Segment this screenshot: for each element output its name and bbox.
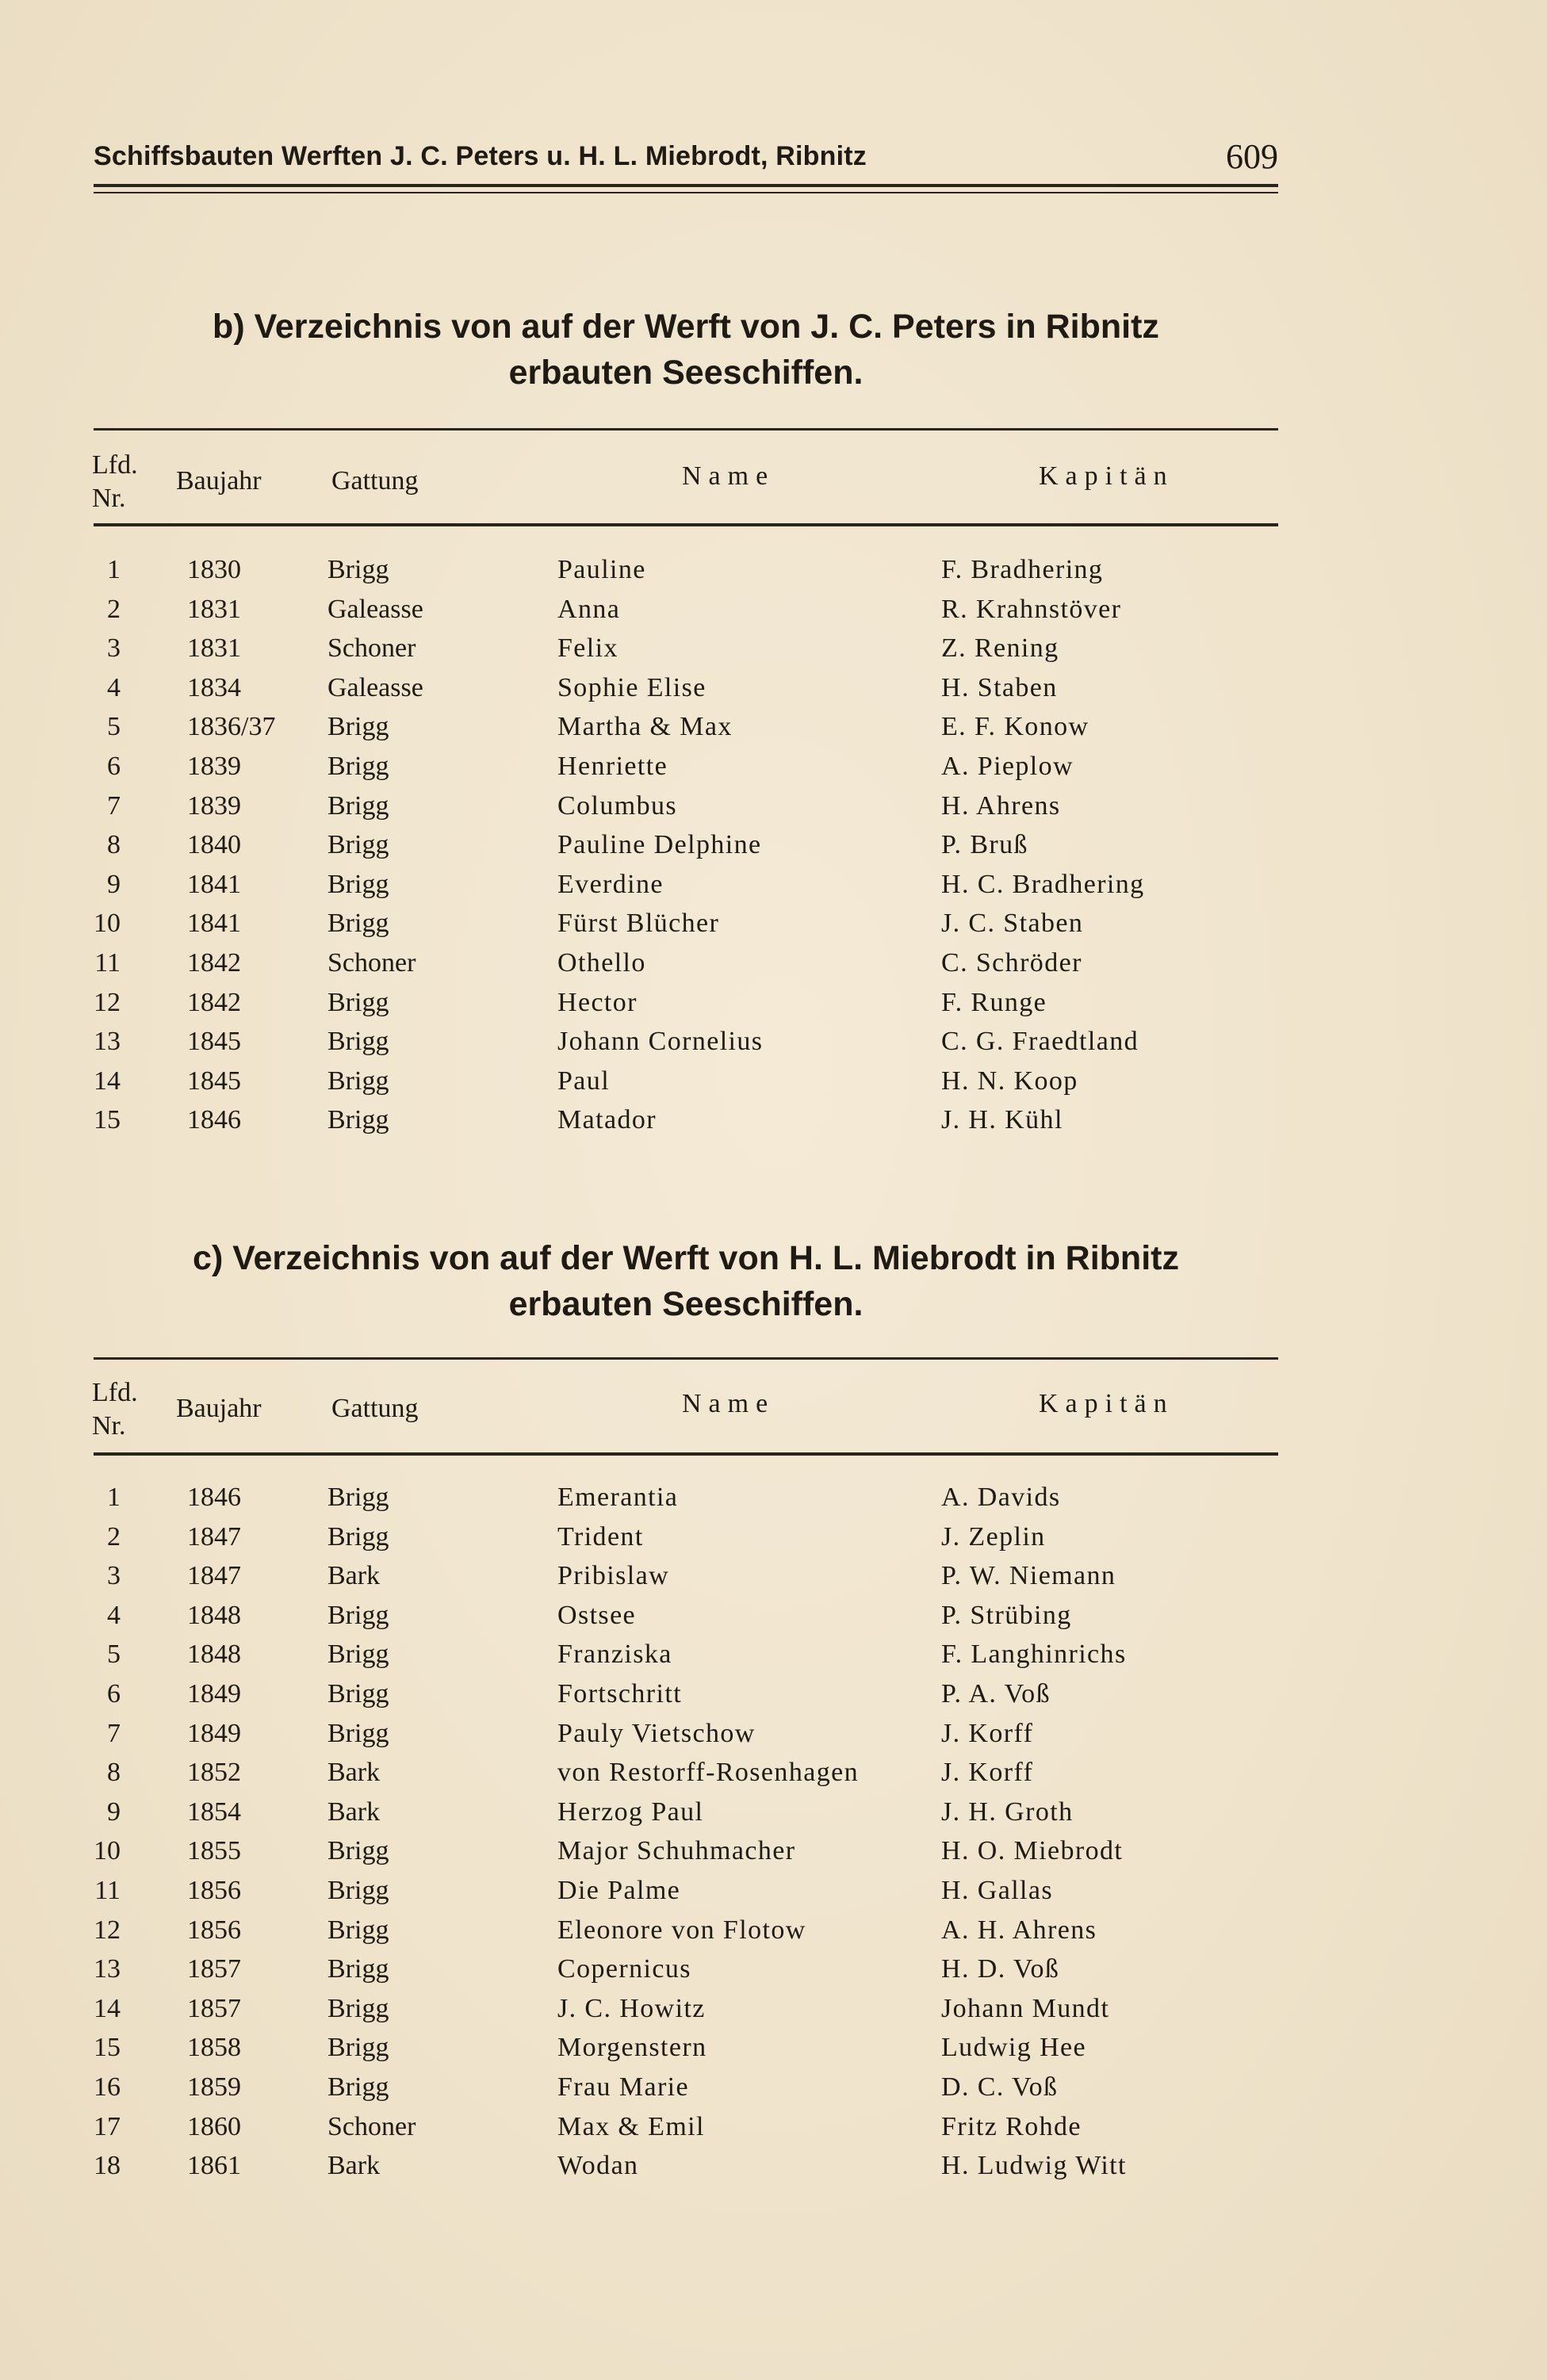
row-ship-name: Sophie Elise bbox=[557, 672, 706, 702]
column-baujahr: Baujahr bbox=[176, 1394, 262, 1423]
row-number: 13 bbox=[94, 1954, 121, 1984]
row-year: 1839 bbox=[187, 752, 241, 781]
table-row bbox=[0, 830, 1547, 870]
row-number: 14 bbox=[94, 1993, 121, 2023]
row-captain: H. D. Voß bbox=[941, 1954, 1060, 1984]
row-year: 1840 bbox=[187, 830, 241, 860]
row-ship-name: Fortschritt bbox=[557, 1679, 683, 1708]
row-year: 1839 bbox=[187, 790, 241, 821]
row-number: 17 bbox=[94, 2111, 121, 2141]
row-year: 1846 bbox=[187, 1105, 241, 1135]
row-ship-name: J. C. Howitz bbox=[557, 1993, 706, 2023]
row-captain: H. N. Koop bbox=[941, 1066, 1078, 1096]
row-year: 1860 bbox=[187, 2111, 241, 2141]
row-ship-type: Brigg bbox=[327, 1521, 389, 1552]
column-kapitaen: Kapitän bbox=[1039, 461, 1174, 491]
row-ship-name: Martha & Max bbox=[557, 712, 733, 742]
row-ship-type: Brigg bbox=[327, 1915, 389, 1945]
row-ship-type: Schoner bbox=[327, 2111, 416, 2141]
row-ship-type: Brigg bbox=[327, 869, 389, 899]
row-captain: P. W. Niemann bbox=[941, 1561, 1116, 1591]
table-row bbox=[0, 948, 1547, 988]
row-ship-type: Brigg bbox=[327, 987, 389, 1017]
row-number: 8 bbox=[107, 1758, 121, 1788]
row-ship-name: Pribislaw bbox=[557, 1561, 670, 1591]
row-ship-name: Frau Marie bbox=[557, 2072, 690, 2102]
row-ship-type: Bark bbox=[327, 2151, 381, 2181]
section-c-title-line1: c) Verzeichnis von auf der Werft von H. L. Miebrodt in Ribnitz bbox=[193, 1239, 1179, 1277]
row-ship-type: Brigg bbox=[327, 712, 389, 742]
row-year: 1856 bbox=[187, 1876, 241, 1905]
column-kapitaen: Kapitän bbox=[1039, 1389, 1174, 1418]
row-number: 14 bbox=[94, 1066, 121, 1096]
row-year: 1859 bbox=[187, 2072, 241, 2102]
row-year: 1834 bbox=[187, 672, 241, 702]
table-row bbox=[0, 752, 1547, 791]
row-year: 1847 bbox=[187, 1521, 241, 1552]
row-captain: Z. Rening bbox=[941, 633, 1059, 664]
row-ship-type: Brigg bbox=[327, 1483, 389, 1512]
row-ship-name: Wodan bbox=[557, 2151, 639, 2181]
row-number: 18 bbox=[94, 2151, 121, 2181]
table-row bbox=[0, 1915, 1547, 1955]
row-year: 1842 bbox=[187, 948, 241, 978]
row-number: 4 bbox=[107, 1600, 121, 1630]
row-number: 15 bbox=[94, 2033, 121, 2063]
row-year: 1856 bbox=[187, 1915, 241, 1945]
row-ship-name: Columbus bbox=[557, 790, 678, 821]
row-ship-name: Everdine bbox=[557, 869, 664, 899]
table-row bbox=[0, 555, 1547, 595]
table-row bbox=[0, 1797, 1547, 1837]
row-number: 12 bbox=[94, 1915, 121, 1945]
row-captain: P. A. Voß bbox=[941, 1679, 1051, 1708]
row-year: 1836/37 bbox=[187, 712, 276, 742]
row-captain: F. Langhinrichs bbox=[941, 1640, 1127, 1670]
row-year: 1831 bbox=[187, 594, 241, 624]
row-captain: Fritz Rohde bbox=[941, 2111, 1082, 2141]
row-number: 3 bbox=[107, 633, 121, 664]
row-ship-type: Brigg bbox=[327, 1066, 389, 1096]
table-c-header-rule bbox=[94, 1452, 1278, 1456]
row-number: 4 bbox=[107, 672, 121, 702]
column-lfd-label: Lfd. bbox=[92, 450, 138, 480]
row-captain: F. Runge bbox=[941, 987, 1047, 1017]
row-ship-type: Brigg bbox=[327, 830, 389, 860]
table-row bbox=[0, 1876, 1547, 1915]
row-ship-name: Franziska bbox=[557, 1640, 672, 1670]
row-number: 16 bbox=[94, 2072, 121, 2102]
column-baujahr: Baujahr bbox=[176, 466, 262, 496]
row-ship-type: Brigg bbox=[327, 1954, 389, 1984]
table-row bbox=[0, 2033, 1547, 2072]
row-number: 3 bbox=[107, 1561, 121, 1591]
row-captain: E. F. Konow bbox=[941, 712, 1089, 742]
row-captain: J. Korff bbox=[941, 1718, 1034, 1748]
table-row bbox=[0, 988, 1547, 1027]
row-year: 1855 bbox=[187, 1836, 241, 1866]
row-ship-type: Bark bbox=[327, 1561, 381, 1591]
row-ship-type: Brigg bbox=[327, 909, 389, 939]
row-ship-type: Bark bbox=[327, 1796, 381, 1827]
table-b-top-rule bbox=[94, 428, 1278, 430]
row-ship-name: Morgenstern bbox=[557, 2033, 707, 2063]
table-row bbox=[0, 2151, 1547, 2191]
row-captain: H. C. Bradhering bbox=[941, 869, 1145, 899]
row-captain: R. Krahnstöver bbox=[941, 594, 1122, 624]
row-number: 9 bbox=[107, 869, 121, 899]
row-year: 1852 bbox=[187, 1758, 241, 1788]
table-row bbox=[0, 2072, 1547, 2112]
row-ship-type: Brigg bbox=[327, 1718, 389, 1748]
table-row bbox=[0, 1954, 1547, 1994]
row-number: 11 bbox=[94, 948, 121, 978]
row-ship-type: Schoner bbox=[327, 633, 416, 664]
table-row bbox=[0, 633, 1547, 673]
row-captain: P. Strübing bbox=[941, 1600, 1072, 1630]
section-b-title-line2: erbauten Seeschiffen. bbox=[508, 354, 863, 392]
row-ship-type: Brigg bbox=[327, 1876, 389, 1905]
row-captain: H. Ahrens bbox=[941, 790, 1061, 821]
row-year: 1841 bbox=[187, 909, 241, 939]
table-row bbox=[0, 791, 1547, 831]
row-ship-type: Brigg bbox=[327, 1679, 389, 1708]
row-year: 1848 bbox=[187, 1600, 241, 1630]
row-captain: J. Korff bbox=[941, 1758, 1034, 1788]
table-c-top-rule bbox=[94, 1357, 1278, 1360]
table-row bbox=[0, 1483, 1547, 1522]
row-year: 1842 bbox=[187, 987, 241, 1017]
section-b-title bbox=[94, 304, 1278, 396]
row-captain: F. Bradhering bbox=[941, 555, 1104, 584]
row-number: 9 bbox=[107, 1796, 121, 1827]
row-ship-name: Ostsee bbox=[557, 1600, 637, 1630]
row-ship-type: Brigg bbox=[327, 1993, 389, 2023]
row-ship-name: Hector bbox=[557, 987, 638, 1017]
row-captain: D. C. Voß bbox=[941, 2072, 1059, 2102]
row-ship-type: Brigg bbox=[327, 790, 389, 821]
row-captain: J. H. Groth bbox=[941, 1796, 1074, 1827]
row-ship-name: Major Schuhmacher bbox=[557, 1836, 796, 1866]
row-year: 1854 bbox=[187, 1796, 241, 1827]
column-nr-label: Nr. bbox=[92, 484, 126, 513]
column-name: Name bbox=[682, 461, 775, 491]
row-number: 10 bbox=[94, 909, 121, 939]
row-year: 1861 bbox=[187, 2151, 241, 2181]
row-year: 1848 bbox=[187, 1640, 241, 1670]
row-number: 15 bbox=[94, 1105, 121, 1135]
row-ship-type: Galeasse bbox=[327, 594, 423, 624]
column-lfd-nr bbox=[92, 1376, 138, 1443]
row-ship-type: Brigg bbox=[327, 752, 389, 781]
table-row bbox=[0, 1758, 1547, 1797]
column-gattung: Gattung bbox=[331, 466, 419, 496]
table-b-header-rule bbox=[94, 523, 1278, 526]
row-ship-type: Brigg bbox=[327, 2033, 389, 2063]
table-row bbox=[0, 1561, 1547, 1601]
row-captain: Ludwig Hee bbox=[941, 2033, 1087, 2063]
row-year: 1847 bbox=[187, 1561, 241, 1591]
table-row bbox=[0, 870, 1547, 909]
row-ship-type: Brigg bbox=[327, 555, 389, 584]
row-year: 1858 bbox=[187, 2033, 241, 2063]
row-ship-name: Anna bbox=[557, 594, 621, 624]
table-row bbox=[0, 1601, 1547, 1640]
column-gattung: Gattung bbox=[331, 1394, 419, 1423]
row-year: 1830 bbox=[187, 555, 241, 584]
column-lfd-label: Lfd. bbox=[92, 1378, 138, 1407]
table-row bbox=[0, 712, 1547, 752]
row-ship-name: Eleonore von Flotow bbox=[557, 1915, 806, 1945]
row-ship-name: Max & Emil bbox=[557, 2111, 705, 2141]
row-ship-name: Paul bbox=[557, 1066, 611, 1096]
row-captain: C. G. Fraedtland bbox=[941, 1027, 1139, 1057]
row-captain: P. Bruß bbox=[941, 830, 1028, 860]
table-row bbox=[0, 1836, 1547, 1876]
row-captain: Johann Mundt bbox=[941, 1993, 1110, 2023]
table-row bbox=[0, 1994, 1547, 2034]
row-ship-name: Emerantia bbox=[557, 1483, 679, 1512]
row-number: 13 bbox=[94, 1027, 121, 1057]
table-row bbox=[0, 1679, 1547, 1719]
row-captain: H. Ludwig Witt bbox=[941, 2151, 1127, 2181]
row-captain: H. Gallas bbox=[941, 1876, 1054, 1905]
row-year: 1846 bbox=[187, 1483, 241, 1512]
column-nr-label: Nr. bbox=[92, 1411, 126, 1441]
row-year: 1849 bbox=[187, 1679, 241, 1708]
row-ship-type: Bark bbox=[327, 1758, 381, 1788]
row-number: 5 bbox=[107, 712, 121, 742]
row-number: 12 bbox=[94, 987, 121, 1017]
row-number: 2 bbox=[107, 1521, 121, 1552]
row-ship-name: Fürst Blücher bbox=[557, 909, 720, 939]
row-ship-type: Brigg bbox=[327, 1027, 389, 1057]
row-year: 1845 bbox=[187, 1066, 241, 1096]
row-captain: H. O. Miebrodt bbox=[941, 1836, 1124, 1866]
row-captain: A. Pieplow bbox=[941, 752, 1074, 781]
row-ship-name: Johann Cornelius bbox=[557, 1027, 764, 1057]
row-captain: J. C. Staben bbox=[941, 909, 1084, 939]
row-number: 11 bbox=[94, 1876, 121, 1905]
section-c-title bbox=[94, 1235, 1278, 1327]
row-ship-name: Henriette bbox=[557, 752, 668, 781]
row-year: 1857 bbox=[187, 1993, 241, 2023]
row-number: 10 bbox=[94, 1836, 121, 1866]
row-ship-name: Die Palme bbox=[557, 1876, 681, 1905]
row-ship-type: Schoner bbox=[327, 948, 416, 978]
row-ship-name: Herzog Paul bbox=[557, 1796, 704, 1827]
row-captain: A. H. Ahrens bbox=[941, 1915, 1097, 1945]
table-row bbox=[0, 1066, 1547, 1106]
table-row bbox=[0, 1027, 1547, 1066]
table-row bbox=[0, 909, 1547, 948]
table-row bbox=[0, 595, 1547, 634]
row-number: 2 bbox=[107, 594, 121, 624]
header-rule-secondary bbox=[94, 192, 1278, 193]
table-row bbox=[0, 1105, 1547, 1145]
table-row bbox=[0, 1522, 1547, 1562]
row-ship-type: Brigg bbox=[327, 1600, 389, 1630]
table-row bbox=[0, 1640, 1547, 1679]
row-captain: C. Schröder bbox=[941, 948, 1082, 978]
running-title: Schiffsbauten Werften J. C. Peters u. H. L. Miebrodt, Ribnitz bbox=[94, 141, 867, 171]
running-head bbox=[94, 137, 1278, 189]
row-ship-name: Pauline Delphine bbox=[557, 830, 762, 860]
row-captain: J. H. Kühl bbox=[941, 1105, 1063, 1135]
row-number: 1 bbox=[107, 1483, 121, 1512]
table-row bbox=[0, 1719, 1547, 1758]
row-ship-name: Matador bbox=[557, 1105, 657, 1135]
row-ship-type: Galeasse bbox=[327, 672, 423, 702]
row-ship-name: Felix bbox=[557, 633, 618, 664]
row-ship-name: Trident bbox=[557, 1521, 644, 1552]
page-number: 609 bbox=[1226, 137, 1278, 176]
row-ship-type: Brigg bbox=[327, 2072, 389, 2102]
row-year: 1857 bbox=[187, 1954, 241, 1984]
row-number: 8 bbox=[107, 830, 121, 860]
column-lfd-nr bbox=[92, 449, 138, 515]
row-year: 1831 bbox=[187, 633, 241, 664]
header-rule bbox=[94, 184, 1278, 187]
row-ship-name: Copernicus bbox=[557, 1954, 691, 1984]
row-number: 6 bbox=[107, 1679, 121, 1708]
row-year: 1841 bbox=[187, 869, 241, 899]
section-b-title-line1: b) Verzeichnis von auf der Werft von J. C. Peters in Ribnitz bbox=[213, 308, 1159, 346]
row-year: 1845 bbox=[187, 1027, 241, 1057]
row-ship-type: Brigg bbox=[327, 1105, 389, 1135]
table-row bbox=[0, 2112, 1547, 2152]
row-ship-type: Brigg bbox=[327, 1836, 389, 1866]
row-ship-name: Pauline bbox=[557, 555, 646, 584]
section-c-title-line2: erbauten Seeschiffen. bbox=[508, 1285, 863, 1323]
row-ship-name: Othello bbox=[557, 948, 646, 978]
table-row bbox=[0, 673, 1547, 713]
row-captain: H. Staben bbox=[941, 672, 1058, 702]
row-ship-name: Pauly Vietschow bbox=[557, 1718, 756, 1748]
row-ship-name: von Restorff-Rosenhagen bbox=[557, 1758, 860, 1788]
row-number: 7 bbox=[107, 790, 121, 821]
row-number: 5 bbox=[107, 1640, 121, 1670]
row-captain: A. Davids bbox=[941, 1483, 1061, 1512]
row-number: 6 bbox=[107, 752, 121, 781]
row-captain: J. Zeplin bbox=[941, 1521, 1046, 1552]
row-number: 1 bbox=[107, 555, 121, 584]
row-year: 1849 bbox=[187, 1718, 241, 1748]
row-number: 7 bbox=[107, 1718, 121, 1748]
row-ship-type: Brigg bbox=[327, 1640, 389, 1670]
column-name: Name bbox=[682, 1389, 775, 1418]
